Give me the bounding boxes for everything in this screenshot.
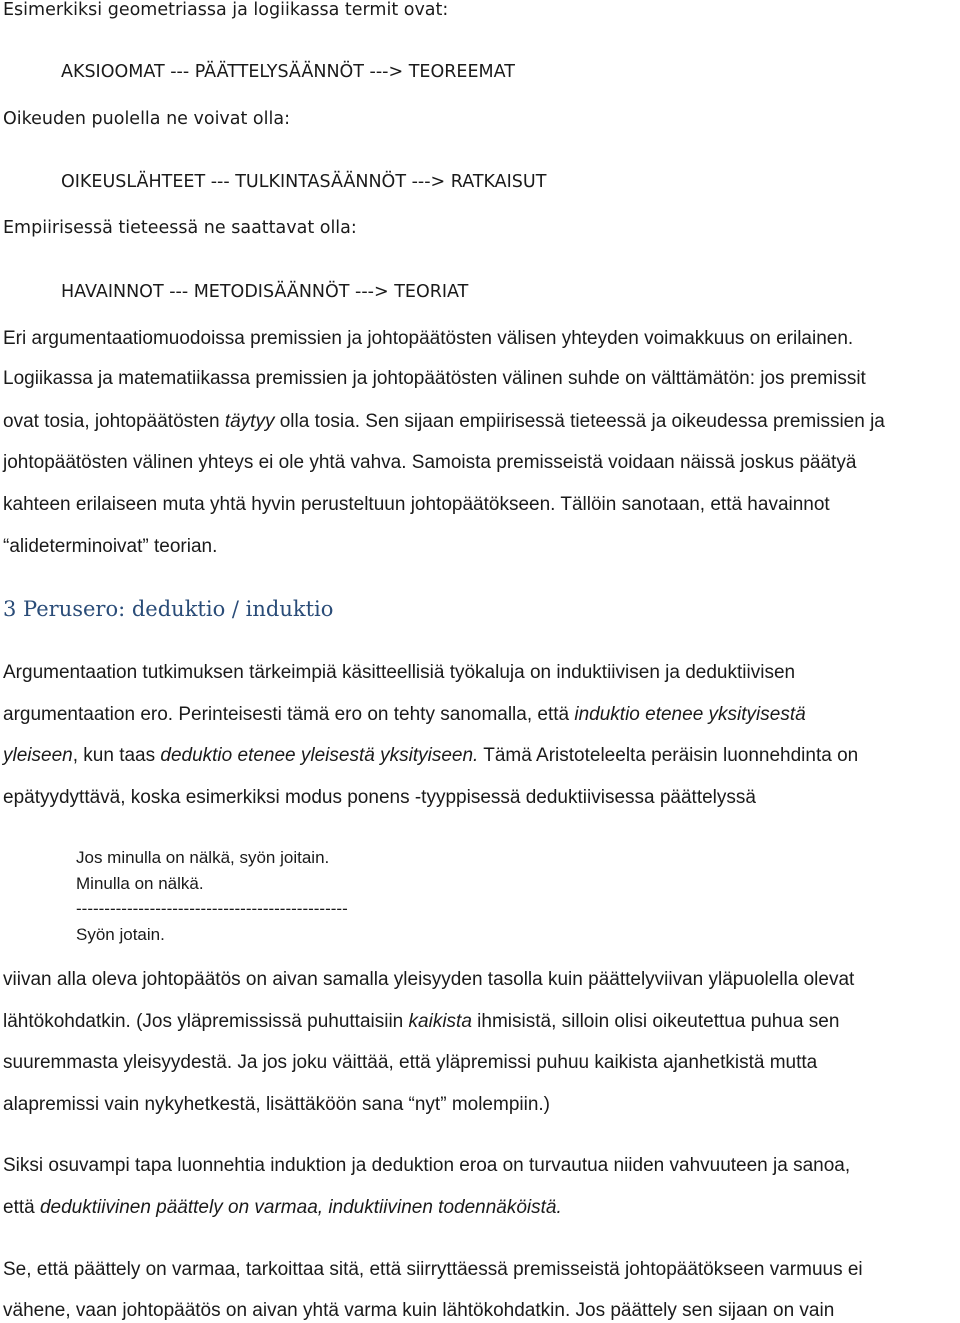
- paragraph-line: Logiikassa ja matematiikassa premissien ja johtopäätösten välinen suhde on välttämätön: jos premissit: [3, 368, 866, 389]
- scheme-geometry: AKSIOOMAT --- PÄÄTTELYSÄÄNNÖT ---> TEOREEMAT: [61, 62, 515, 82]
- scheme-law: OIKEUSLÄHTEET --- TULKINTASÄÄNNÖT ---> RATKAISUT: [61, 172, 547, 192]
- paragraph-line: ovat tosia, johtopäätösten täytyy olla tosia. Sen sijaan empiirisessä tieteessä ja oikeudessa premissien ja: [3, 411, 885, 432]
- paragraph-line: argumentaation ero. Perinteisesti tämä ero on tehty sanomalla, että induktio etenee yksityisestä: [3, 704, 806, 725]
- paragraph-line: vähene, vaan johtopäätös on aivan yhtä varma kuin lähtökohdatkin. Jos päättely sen sijaan on vain: [3, 1300, 835, 1321]
- scheme-science: HAVAINNOT --- METODISÄÄNNÖT ---> TEORIAT: [61, 282, 469, 302]
- paragraph-line: suuremmasta yleisyydestä. Ja jos joku väittää, että yläpremissi puhuu kaikista ajanhetkistä mutta: [3, 1052, 818, 1073]
- syllogism-conclusion: Syön jotain.: [76, 925, 165, 944]
- paragraph-line: Siksi osuvampi tapa luonnehtia induktion ja deduktion eroa on turvautua niiden vahvuuteen ja sanoa,: [3, 1155, 851, 1176]
- paragraph-line: kahteen erilaiseen muta yhtä hyvin perusteltuun johtopäätökseen. Tällöin sanotaan, että havainnot: [3, 494, 830, 515]
- paragraph-line: “alideterminoivat” teorian.: [3, 536, 218, 557]
- syllogism-premise: Minulla on nälkä.: [76, 874, 204, 893]
- paragraph-line: Argumentaation tutkimuksen tärkeimpiä käsitteellisiä työkaluja on induktiivisen ja deduktiivisen: [3, 662, 796, 683]
- section-heading: 3 Perusero: deduktio / induktio: [3, 597, 334, 621]
- paragraph-line: Se, että päättely on varmaa, tarkoittaa sitä, että siirryttäessä premisseistä johtopäätökseen varmuus ei: [3, 1259, 863, 1280]
- paragraph-line: viivan alla oleva johtopäätös on aivan samalla yleisyyden tasolla kuin päättelyviivan yläpuolella olevat: [3, 969, 855, 990]
- syllogism-premise: Jos minulla on nälkä, syön joitain.: [76, 848, 330, 867]
- paragraph-line: että deduktiivinen päättely on varmaa, induktiivinen todennäköistä.: [3, 1197, 562, 1218]
- paragraph-line: yleiseen, kun taas deduktio etenee yleisestä yksityiseen. Tämä Aristoteleelta peräisin luonnehdinta on: [3, 745, 859, 766]
- paragraph-line: epätyydyttävä, koska esimerkiksi modus ponens -tyyppisessä deduktiivisessa päättelyssä: [3, 787, 756, 808]
- intro-line: Empiirisessä tieteessä ne saattavat olla:: [3, 218, 357, 238]
- paragraph-line: alapremissi vain nykyhetkestä, lisättäköön sana “nyt” molempiin.): [3, 1094, 551, 1115]
- paragraph-line: johtopäätösten välinen yhteys ei ole yhtä vahva. Samoista premisseistä voidaan näissä joskus päätyä: [3, 452, 857, 473]
- intro-line: Esimerkiksi geometriassa ja logiikassa termit ovat:: [3, 0, 449, 20]
- intro-line: Oikeuden puolella ne voivat olla:: [3, 109, 290, 129]
- paragraph-line: lähtökohdatkin. (Jos yläpremississä puhuttaisiin kaikista ihmisistä, silloin olisi oikeutettua puhua sen: [3, 1011, 840, 1032]
- syllogism-rule: ------------------------------------------------: [76, 899, 348, 918]
- paragraph-line: Eri argumentaatiomuodoissa premissien ja johtopäätösten välisen yhteyden voimakkuus on erilainen.: [3, 328, 854, 349]
